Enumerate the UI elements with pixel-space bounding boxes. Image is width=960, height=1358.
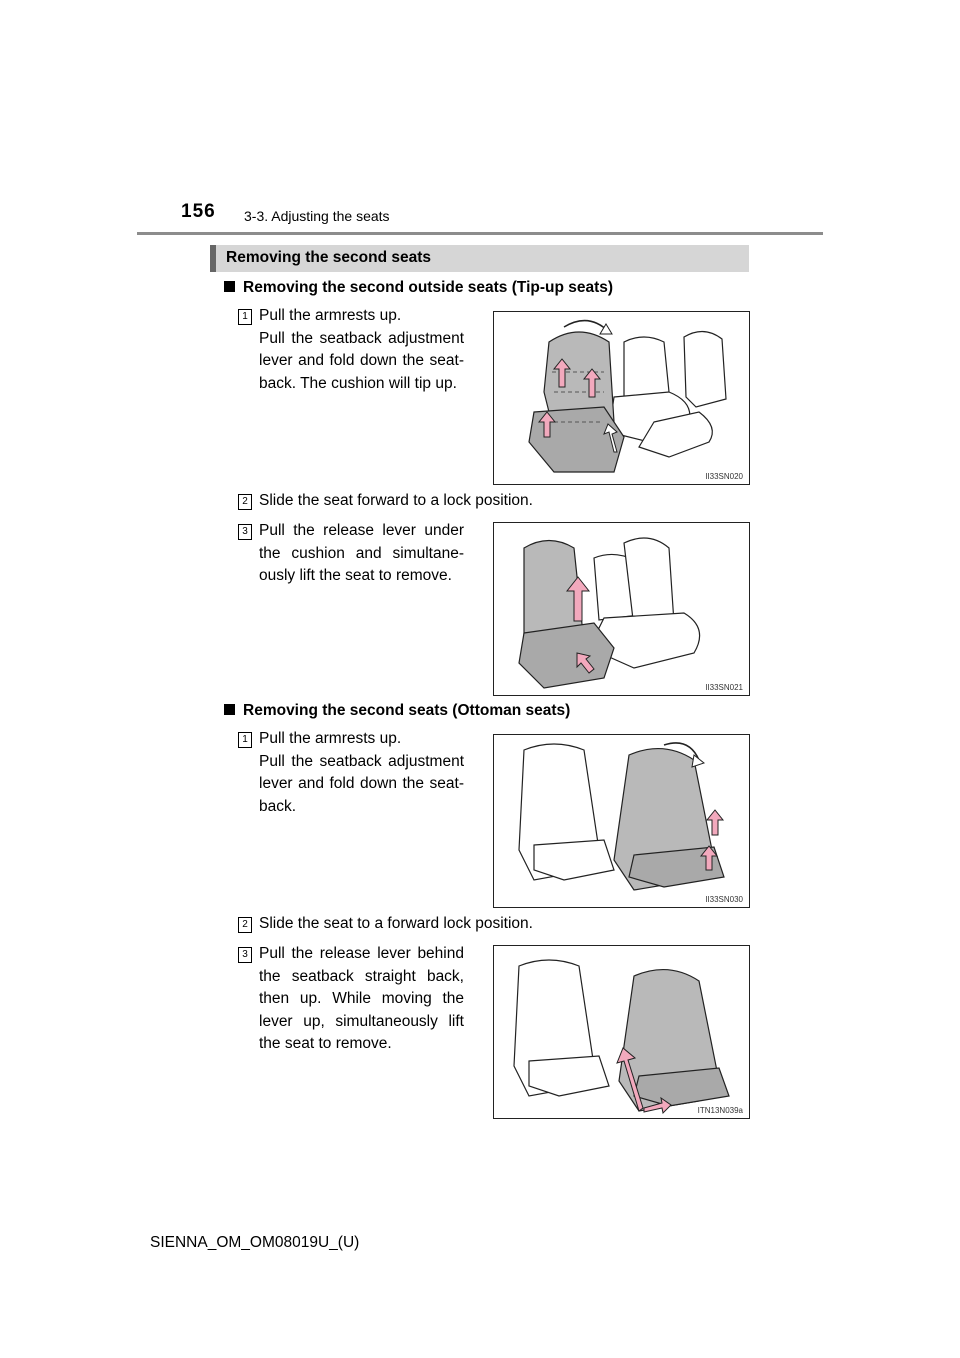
step-number-2: 2 xyxy=(238,494,252,510)
figure-tip-up-remove xyxy=(493,522,750,696)
section-reference: 3-3. Adjusting the seats xyxy=(244,208,390,224)
subheading-ottoman-text: Removing the second seats (Ottoman seats) xyxy=(243,702,571,719)
figure-tip-up-fold xyxy=(493,311,750,485)
square-bullet-icon xyxy=(224,704,235,715)
subheading-ottoman xyxy=(224,702,570,720)
step-3-text: Pull the release lever behind the seatback straight back, then up. While moving the lever up, simultaneously lift the seat to remove. xyxy=(259,945,464,1052)
figure-ottoman-remove xyxy=(493,945,750,1119)
document-footer-id: SIENNA_OM_OM08019U_(U) xyxy=(150,1234,360,1251)
step-number-3: 3 xyxy=(238,524,252,540)
step-number-3: 3 xyxy=(238,947,252,963)
section-title: Removing the second seats xyxy=(226,249,432,266)
step-number-1: 1 xyxy=(238,732,252,748)
square-bullet-icon xyxy=(224,281,235,292)
step-number-2: 2 xyxy=(238,917,252,933)
figure-id: ITN13N039a xyxy=(697,1106,743,1115)
figure-ottoman-fold xyxy=(493,734,750,908)
section-title-bar xyxy=(210,245,749,272)
figure-id: II33SN021 xyxy=(705,683,743,692)
step-2-text: Slide the seat to a forward lock position. xyxy=(259,915,533,932)
figure-id: II33SN020 xyxy=(705,472,743,481)
step-3-text: Pull the release lever under the cushion and simultane-ously lift the seat to remove. xyxy=(259,522,464,584)
step-2-text: Slide the seat forward to a lock position. xyxy=(259,492,533,509)
page-number: 156 xyxy=(181,201,216,222)
subheading-tip-up-text: Removing the second outside seats (Tip-up seats) xyxy=(243,279,614,296)
step-1-text: Pull the armrests up. Pull the seatback adjustment lever and fold down the seat-back. The cushion will tip up. xyxy=(259,307,464,392)
figure-id: II33SN030 xyxy=(705,895,743,904)
header-rule xyxy=(137,232,823,235)
step-number-1: 1 xyxy=(238,309,252,325)
step-1-text: Pull the armrests up. Pull the seatback adjustment lever and fold down the seat-back. xyxy=(259,730,464,815)
subheading-tip-up xyxy=(224,279,613,297)
